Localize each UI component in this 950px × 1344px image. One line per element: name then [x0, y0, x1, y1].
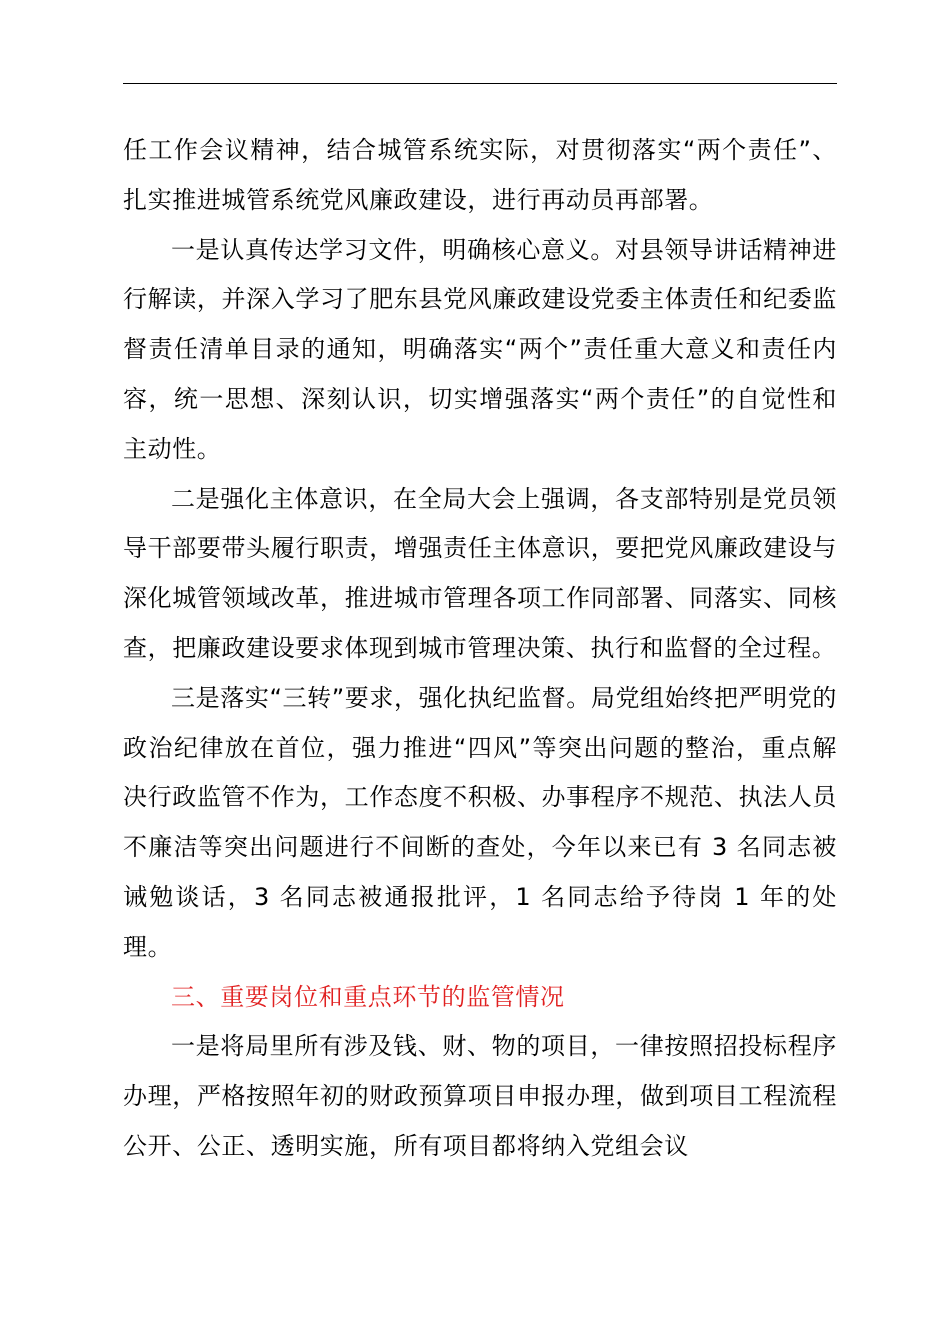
paragraph-4: 三是落实“三转”要求，强化执纪监督。局党组始终把严明党的政治纪律放在首位，强力推进“四风”等突出问题的整治，重点解决行政监管不作为，工作态度不积极、办事程序不规范、执法人员不廉洁等突出问题进行不间断的查处，今年以来已有 3 名同志被诫勉谈话，3 名同志被通报批评，1 名同志给予待岗 1 年的处理。 [123, 683, 837, 961]
section-heading: 三、重要岗位和重点环节的监管情况 [171, 982, 565, 1011]
paragraph-5: 一是将局里所有涉及钱、财、物的项目，一律按照招投标程序办理，严格按照年初的财政预算项目申报办理，做到项目工程流程公开、公正、透明实施，所有项目都将纳入党组会议 [123, 1032, 837, 1160]
paragraph-3: 二是强化主体意识，在全局大会上强调，各支部特别是党员领导干部要带头履行职责，增强责任主体意识，要把党风廉政建设与深化城管领域改革，推进城市管理各项工作同部署、同落实、同核查，把廉政建设要求体现到城市管理决策、执行和监督的全过程。 [123, 484, 837, 662]
document-body [123, 126, 837, 1172]
paragraph-1: 任工作会议精神，结合城管系统实际，对贯彻落实“两个责任”、扎实推进城管系统党风廉政建设，进行再动员再部署。 [123, 136, 837, 214]
paragraph-2: 一是认真传达学习文件，明确核心意义。对县领导讲话精神进行解读，并深入学习了肥东县党风廉政建设党委主体责任和纪委监督责任清单目录的通知，明确落实“两个”责任重大意义和责任内容，统一思想、深刻认识，切实增强落实“两个责任”的自觉性和主动性。 [123, 235, 837, 463]
header-rule [123, 83, 837, 84]
